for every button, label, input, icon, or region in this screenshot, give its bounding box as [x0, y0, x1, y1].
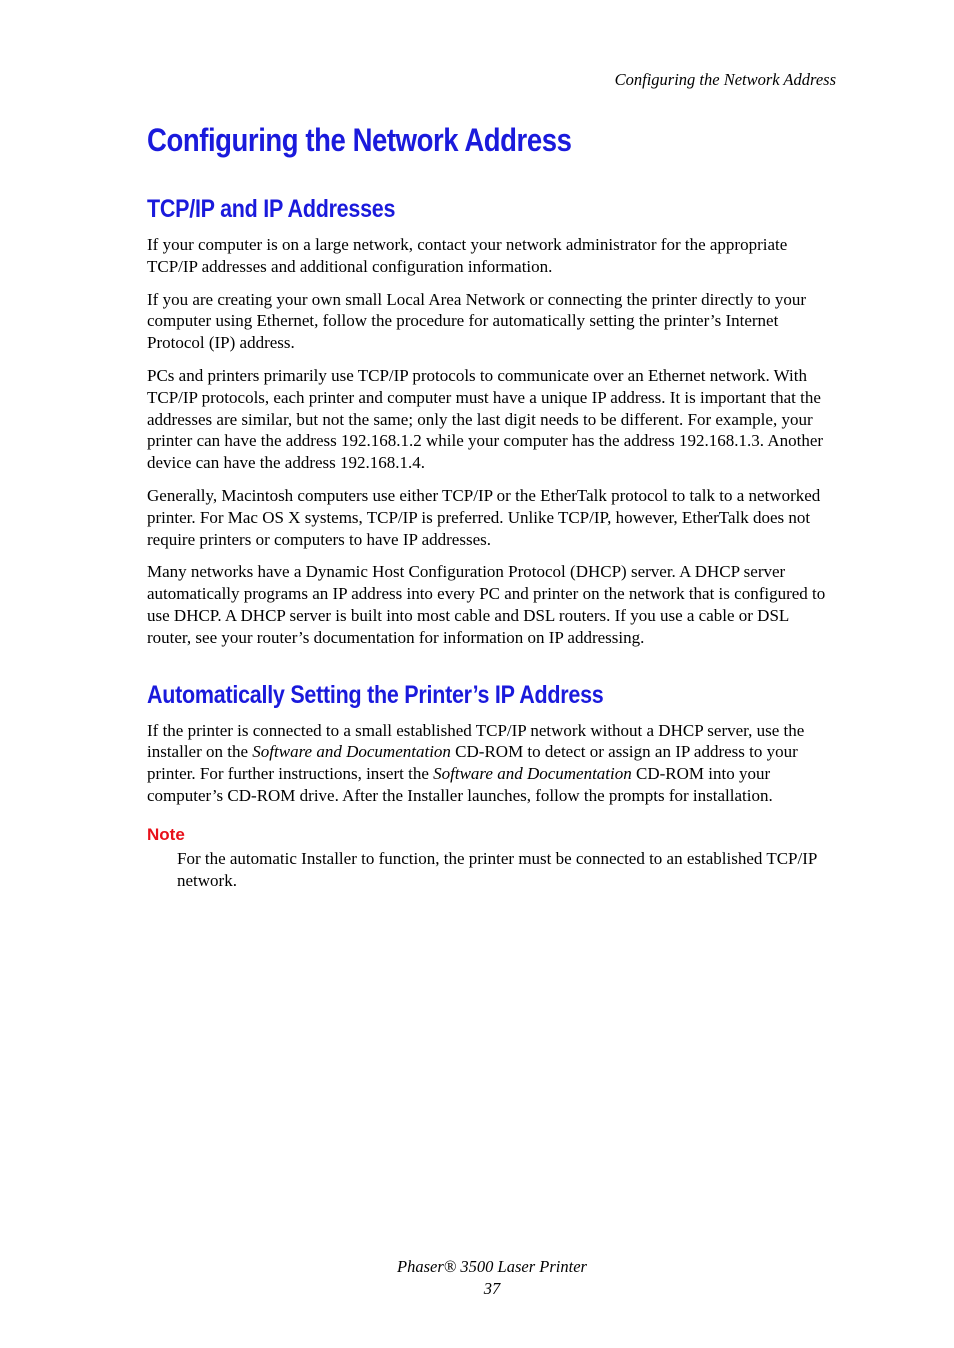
paragraph: If your computer is on a large network, contact your network administrator for the appropriate TCP/IP addresses and additional configuration information.: [147, 235, 788, 276]
paragraph: If you are creating your own small Local Area Network or connecting the printer directly to your computer using Ethernet, follow the procedure for automatically setting the printer’s Internet Protocol (IP) address.: [147, 289, 806, 353]
text-run: CD-ROM to detect or assign an IP address to your printer. For further instructions, insert the: [147, 742, 798, 784]
paragraph: PCs and printers primarily use TCP/IP protocols to communicate over an Ethernet network. With TCP/IP protocols, each printer and computer must have a unique IP address. It is important that the addresses are similar, but not the same; only the last digit needs to be different. For example, your printer can have the address 192.168.1.2 while your computer has the address 192.168.1.3. Another device can have the address 192.168.1.4.: [147, 365, 824, 473]
text-run: CD-ROM into your computer’s CD-ROM drive. After the Installer launches, follow the prompts for installation.: [147, 764, 773, 805]
note-text: For the automatic Installer to function, the printer must be connected to an established TCP/IP network.: [177, 848, 817, 890]
paragraph: Generally, Macintosh computers use either TCP/IP or the EtherTalk protocol to talk to a networked printer. For Mac OS X systems, TCP/IP is preferred. Unlike TCP/IP, however, EtherTalk does not require printers or computers to have IP addresses.: [147, 485, 821, 549]
paragraph: [147, 720, 837, 807]
paragraph: Many networks have a Dynamic Host Configuration Protocol (DHCP) server. A DHCP server automatically programs an IP address into every PC and printer on the network that is configured to use DHCP. A DHCP server is built into most cable and DSL routers. If you use a cable or DSL router, see your router’s documentation for information on IP addressing.: [147, 562, 826, 647]
running-header: Configuring the Network Address: [614, 70, 836, 89]
text-run: If the printer is connected to a small established TCP/IP network without a DHCP server, use the installer on the: [147, 720, 805, 762]
title-reference: Software and Documentation: [433, 764, 632, 784]
page-footer: [0, 1256, 954, 1299]
footer-product: Phaser® 3500 Laser Printer: [397, 1257, 587, 1276]
page-title: Configuring the Network Address: [147, 122, 572, 158]
title-reference: Software and Documentation: [252, 742, 451, 762]
page-content: [147, 122, 837, 902]
page-number: 37: [483, 1278, 501, 1298]
section-heading-tcpip: TCP/IP and IP Addresses: [147, 195, 396, 223]
section-heading-auto-ip: Automatically Setting the Printer’s IP Address: [147, 680, 604, 709]
note-label: Note: [147, 824, 185, 844]
